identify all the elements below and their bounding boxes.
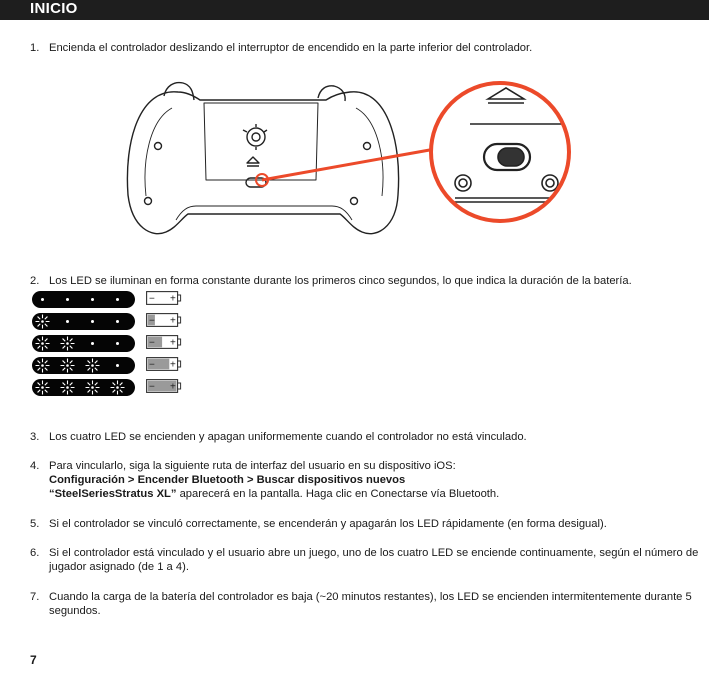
step-text: Los LED se iluminan en forma constante durante los primeros cinco segundos, lo que indica la duración de la batería. bbox=[49, 275, 632, 287]
battery-minus-label: − bbox=[149, 359, 155, 371]
step-text: Si el controlador está vinculado y el usuario abre un juego, uno de los cuatro LED se enciende continuamente, según el número de bbox=[49, 547, 699, 559]
led-off-dot bbox=[116, 320, 119, 323]
battery-plus-label: + bbox=[170, 337, 176, 349]
step-number: 3. bbox=[30, 431, 40, 443]
screw-shape bbox=[351, 198, 358, 205]
led-lit-icon bbox=[109, 379, 126, 396]
callout-line bbox=[262, 146, 452, 180]
step-number: 6. bbox=[30, 547, 40, 559]
settings-path: Configuración > Encender Bluetooth > Buscar dispositivos nuevos bbox=[49, 474, 406, 486]
led-lit-icon bbox=[34, 313, 51, 330]
step-text: Los cuatro LED se encienden y apagan uniformemente cuando el controlador no está vinculado. bbox=[49, 431, 527, 443]
step-text: Encienda el controlador deslizando el interruptor de encendido en la parte inferior del controlador. bbox=[49, 42, 533, 54]
battery-minus-label: − bbox=[149, 381, 155, 393]
led-off-dot bbox=[116, 298, 119, 301]
left-bumper-shape bbox=[164, 83, 194, 100]
step-text: Si el controlador se vinculó correctamente, se encenderán y apagarán los LED rápidamente (en forma desigual). bbox=[49, 518, 607, 530]
page-number: 7 bbox=[30, 653, 37, 667]
battery-icon bbox=[146, 357, 182, 371]
led-lit-icon bbox=[84, 357, 101, 374]
led-lit-icon bbox=[84, 379, 101, 396]
led-row bbox=[32, 291, 135, 308]
step-number: 2. bbox=[30, 275, 40, 287]
controller-illustration bbox=[0, 0, 709, 260]
led-off-dot bbox=[91, 342, 94, 345]
step-number: 4. bbox=[30, 460, 40, 472]
battery-minus-label: − bbox=[149, 293, 155, 305]
battery-icon bbox=[146, 335, 182, 349]
eject-icon bbox=[247, 157, 259, 166]
battery-minus-label: − bbox=[149, 315, 155, 327]
step-number: 7. bbox=[30, 591, 40, 603]
led-off-dot bbox=[116, 364, 119, 367]
step-text: segundos. bbox=[49, 605, 101, 617]
step-number: 1. bbox=[30, 42, 40, 54]
battery-icon bbox=[146, 379, 182, 393]
step-text: jugador asignado (de 1 a 4). bbox=[49, 561, 189, 573]
battery-plus-label: + bbox=[170, 381, 176, 393]
battery-icon bbox=[146, 313, 182, 327]
led-lit-icon bbox=[34, 335, 51, 352]
header-title: INICIO bbox=[30, 0, 78, 17]
led-off-dot bbox=[116, 342, 119, 345]
led-off-dot bbox=[91, 298, 94, 301]
led-off-dot bbox=[66, 298, 69, 301]
led-lit-icon bbox=[59, 335, 76, 352]
battery-plus-label: + bbox=[170, 359, 176, 371]
led-lit-icon bbox=[59, 379, 76, 396]
battery-plus-label: + bbox=[170, 293, 176, 305]
step-number: 5. bbox=[30, 518, 40, 530]
led-lit-icon bbox=[59, 357, 76, 374]
led-row bbox=[32, 335, 135, 352]
battery-minus-label: − bbox=[149, 337, 155, 349]
screw-shape bbox=[364, 143, 371, 150]
battery-plus-label: + bbox=[170, 315, 176, 327]
led-row bbox=[32, 313, 135, 330]
led-off-dot bbox=[41, 298, 44, 301]
step-text: aparecerá en la pantalla. Haga clic en Conectarse vía Bluetooth. bbox=[176, 488, 500, 500]
led-row bbox=[32, 379, 135, 396]
step-text-device bbox=[49, 487, 689, 501]
battery-icon bbox=[146, 291, 182, 305]
led-off-dot bbox=[66, 320, 69, 323]
led-row bbox=[32, 357, 135, 374]
steelseries-logo-icon bbox=[247, 128, 265, 146]
step-text: Cuando la carga de la batería del controlador es baja (~20 minutos restantes), los LED se encienden intermitentemente durante 5 bbox=[49, 591, 692, 603]
led-lit-icon bbox=[34, 357, 51, 374]
led-off-dot bbox=[91, 320, 94, 323]
step-text: Para vincularlo, siga la siguiente ruta de interfaz del usuario en su dispositivo iOS: bbox=[49, 460, 456, 472]
screw-shape bbox=[155, 143, 162, 150]
device-name: “SteelSeriesStratus XL” bbox=[49, 488, 177, 500]
screw-shape bbox=[145, 198, 152, 205]
led-lit-icon bbox=[34, 379, 51, 396]
